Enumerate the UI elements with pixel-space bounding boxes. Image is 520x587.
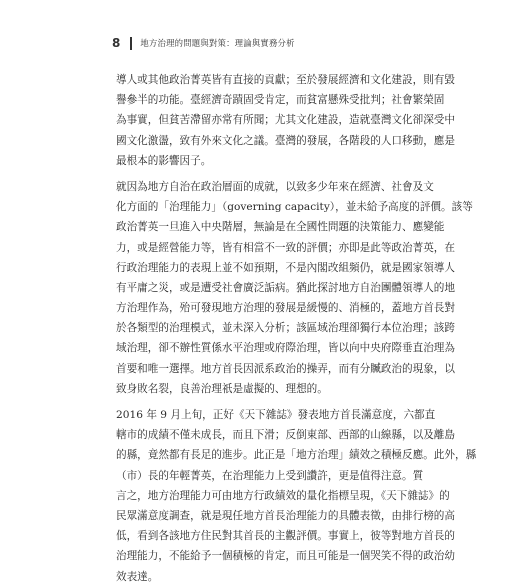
paragraph xyxy=(116,177,473,399)
text-line: 致身敗名裂，良善治理祇是虛擬的、理想的。 xyxy=(116,382,328,395)
text-line: 化方面的「治理能力」（governing capacity），並未給予高度的評價。該等 xyxy=(116,201,473,214)
text-line: 力，或是經營能力等，皆有相當不一致的評價；亦即是此等政治菁英，在 xyxy=(116,241,455,254)
text-line: 就因為地方自治在政治層面的成就，以致多少年來在經濟、社會及文 xyxy=(116,180,434,193)
text-line: 轄市的成績不僅未成長，而且下滑；反倒東部、西部的山線縣，以及離島 xyxy=(116,429,455,442)
text-line: 譽參半的功能。臺經濟奇蹟固受肯定，而貧富懸殊受批判；社會繁榮固 xyxy=(116,94,445,107)
running-header xyxy=(112,35,295,51)
text-line: 國文化激盪，致有外來文化之議。臺灣的發展，各階段的人口移動，應是 xyxy=(116,134,455,147)
text-line: 方治理作為，殆可發現地方治理的發展是緩慢的、消極的，蓋地方首長對 xyxy=(116,302,455,315)
text-line: 民眾滿意度調查，就是現任地方首長治理能力的具體表徵，由排行榜的高 xyxy=(116,509,455,522)
running-title: 地方治理的問題與對策：理論與實務分析 xyxy=(140,38,295,48)
text-line: （市）長的年輕菁英，在治理能力上受到讚許，更是值得注意。質 xyxy=(116,469,424,482)
text-line: 效表達。 xyxy=(116,570,159,583)
text-line: 政治菁英一旦進入中央階層，無論是在全國性問題的決策能力、應變能 xyxy=(116,221,445,234)
text-line: 的縣，竟然都有長足的進步。此正是「地方治理」績效之積極反應。此外，縣 xyxy=(116,449,477,462)
text-line: 言之，地方治理能力可由地方行政績效的量化指標呈現，《天下雜誌》的 xyxy=(116,489,450,502)
text-line: 最根本的影響因子。 xyxy=(116,154,212,167)
body-text xyxy=(116,70,477,587)
text-line: 治理能力，不能給予一個積極的肯定，而且可能是一個哭笑不得的政治幼 xyxy=(116,550,455,563)
text-line: 域治理，卻不辦性質係水平治理或府際治理，皆以向中央府際垂直治理為 xyxy=(116,342,455,355)
header-divider xyxy=(130,37,132,50)
paragraph xyxy=(116,70,455,171)
text-line: 導人或其他政治菁英皆有直接的貢獻；至於發展經濟和文化建設，則有毀 xyxy=(116,74,455,86)
text-line: 於各類型的治理模式，並未深入分析；該區域治理卻獨行本位治理；該跨 xyxy=(116,322,455,335)
paragraph xyxy=(116,405,477,587)
text-line: 2016 年 9 月上旬，正好《天下雜誌》發表地方首長滿意度，六都直 xyxy=(116,409,436,421)
text-line: 為事實，但貧苦滯留亦常有所聞；尤其文化建設，造就臺灣文化卻深受中 xyxy=(116,114,455,127)
text-line: 行政治理能力的表現上並不如預期，不是內閣改組頻仍，就是國家領導人 xyxy=(116,261,455,274)
text-line: 低，看到各該地方住民對其首長的主觀評價。事實上，彼等對地方首長的 xyxy=(116,530,455,543)
text-line: 有平庸之災，或是遭受社會廣泛詬病。猶此探討地方自治團體領導人的地 xyxy=(116,281,455,294)
text-line: 首要和唯一選擇。地方首長因派系政治的操弄，而有分贓政治的現象，以 xyxy=(116,362,455,375)
page-number: 8 xyxy=(112,36,121,50)
